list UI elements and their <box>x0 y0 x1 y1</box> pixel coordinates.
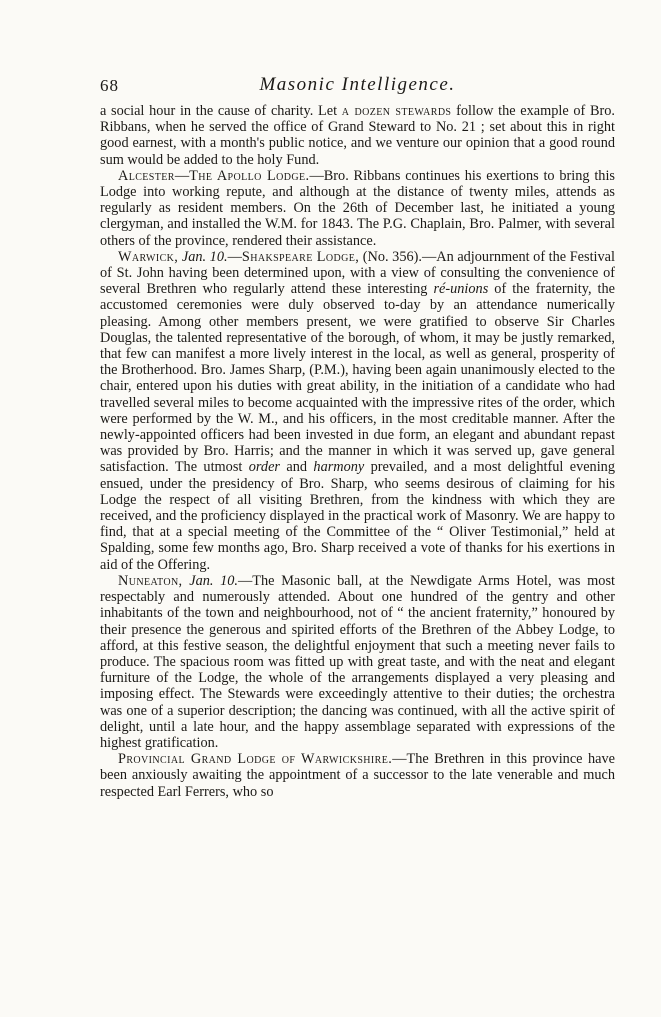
article-body <box>100 103 615 800</box>
paragraph-alcester <box>100 168 615 249</box>
text-run: and <box>280 459 314 476</box>
lodge-heading: Shakspeare Lodge, <box>241 248 360 265</box>
italic-run: order <box>248 459 280 476</box>
place-heading: Nuneaton, <box>118 572 183 589</box>
text-run: of the fraternity, the accustomed ceremonies were duly observed to-day by an attendance numerically pleasing. Among other members present, we were gratified to observe Sir Charles Douglas, the talented representative of the borough, of whom, it may be justly remarked, that few can manifest a more lively interest in the local, as well as general, prosperity of the Brotherhood. Bro. James Sharp, (P.M.), having been again unanimously elected to the chair, entered upon his duties with great ability, in the initiation of a candidate who had travelled several miles to become acquainted with the impressive rites of the order, which were performed by the W. M., and his officers, in the most creditable manner. After the newly-appointed officers had been invested in due form, an elegant and abundant repast was provided by Bro. Harris; and the manner in which it was served up, gave general satisfaction. The utmost <box>100 281 615 476</box>
text-run: follow the example of Bro. Ribbans, when he served the office of Grand Steward to No. 21 ; set about this in right good earnest, with a month's public notice, and we venture our opinion that a good round sum would be added to the holy Fund. <box>100 103 615 168</box>
text-run: a social hour in the cause of charity. Let <box>100 103 342 119</box>
paragraph-charity <box>100 103 615 168</box>
date: Jan. 10. <box>182 572 238 589</box>
place-heading: Warwick, <box>118 248 179 265</box>
paragraph-warwick <box>100 249 615 573</box>
lodge-heading: Provincial Grand Lodge of Warwickshire. <box>118 751 393 768</box>
paragraph-provincial-grand-lodge <box>100 751 615 800</box>
page-header <box>100 76 615 98</box>
dash: — <box>227 248 242 265</box>
place-heading: Alcester <box>118 167 175 184</box>
page-number: 68 <box>100 76 119 95</box>
text-run: (No. 356).—An adjournment of the Festival of St. John having been determined upon, with a view of consulting the convenience of several Brethren who regularly attend these interesting <box>100 248 615 298</box>
date: Jan. 10. <box>178 248 228 265</box>
italic-run: harmony <box>313 459 365 476</box>
italic-run: ré-unions <box>433 281 489 298</box>
paragraph-nuneaton <box>100 573 615 751</box>
text-run: prevailed, and a most delightful evening ensued, under the presidency of Bro. Sharp, who seems desirous of claiming for his Lodge the respect of all visiting Brethren, from the kindness with which they are received, and the proficiency displayed in the practical work of Masonry. We are happy to find, that at a special meeting of the Committee of the “ Oliver Testimonial,” held at Spalding, some few months ago, Bro. Sharp received a vote of thanks for his exertions in aid of the Offering. <box>100 459 615 573</box>
paragraph-text: —The Brethren in this province have been anxiously awaiting the appointment of a successor to the late venerable and much respected Earl Ferrers, who so <box>100 751 615 800</box>
paragraph-text: —Bro. Ribbans continues his exertions to bring this Lodge into working repute, and although at the distance of twenty miles, attends as regularly as resident members. On the 26th of December last, he initiated a young clergyman, and installed the W.M. for 1843. The P.G. Chaplain, Bro. Palmer, with several others of the province, rendered their assistance. <box>100 167 615 249</box>
running-title: Masonic Intelligence. <box>259 74 456 95</box>
dash: — <box>174 167 190 184</box>
paragraph-text: —The Masonic ball, at the Newdigate Arms Hotel, was most respectably and numerously attended. About one hundred of the gentry and other inhabitants of the town and neighbourhood, not of “ the ancient fraternity,” honoured by their presence the generous and spirited efforts of the Brethren of the Abbey Lodge, to afford, at this festive season, the delightful enjoyment that such a meeting never fails to produce. The spacious room was fitted up with great taste, and with the neat and elegant furniture of the Lodge, the whole of the arrangements displayed a very pleasing and imposing effect. The Stewards were exceedingly attentive to their duties; the orchestra was one of a superior description; the dancing was continued, with all the active spirit of delight, until a late hour, and the happy assemblage separated with expressions of the highest gratification. <box>100 572 615 751</box>
small-caps-run: a dozen stewards <box>341 103 452 119</box>
lodge-heading: The Apollo Lodge. <box>189 167 310 184</box>
